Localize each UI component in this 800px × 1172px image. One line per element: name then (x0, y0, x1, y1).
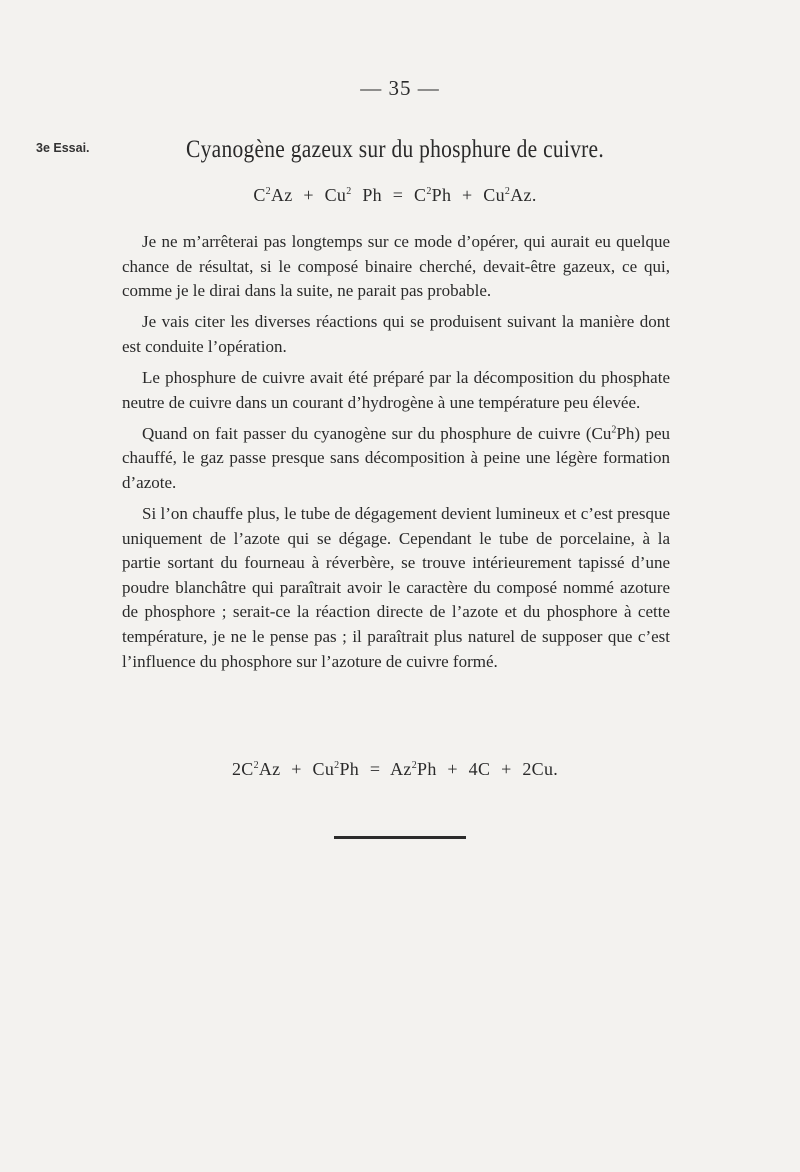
paragraph-3: Le phosphure de cuivre avait été préparé par la décomposition du phosphate neutre de cuivre dans un courant d’hydrogène à une température peu élevée. (122, 367, 670, 412)
page-number: — 35 — (360, 76, 440, 100)
superscript: 2 (426, 186, 432, 197)
superscript: 2 (504, 186, 511, 197)
equation-2: $2C^2Az + Cu^2Ph = Az^2Ph + 4C + 2Cu$. (231, 759, 559, 779)
paragraph-2: Je vais citer les diverses réactions qui se produisent suivant la manière dont est conduite l’opération. (122, 312, 670, 356)
body-text (122, 230, 670, 681)
superscript: 2 (411, 760, 418, 771)
margin-note: 3e Essai. (36, 141, 90, 155)
equation-1: $C^2Az + Cu^2$ $Ph = C^2Ph + Cu^2Az$. (253, 185, 537, 205)
superscript: 2 (334, 760, 340, 771)
paragraph-1: Je ne m’arrêterai pas longtemps sur ce mode d’opérer, qui aurait eu quelque chance de résultat, si le composé binaire cherché, devait-être gazeux, ce qui, comme je le dirai dans la suite, ne parait pas probable. (122, 232, 670, 301)
paragraph-4: Quand on fait passer du cyanogène sur du phosphure de cuivre (Cu$^2$Ph) peu chauffé, le gaz passe presque sans décomposition à peine une légère formation d’azote. (122, 423, 670, 492)
superscript: 2 (265, 186, 271, 197)
superscript: 2 (346, 186, 352, 197)
section-title: Cyanogène gazeux sur du phosphure de cuivre. (186, 136, 604, 163)
horizontal-rule (334, 836, 466, 839)
superscript: 2 (253, 760, 259, 771)
paragraph-5: Si l’on chauffe plus, le tube de dégagement devient lumineux et c’est presque uniquement de l’azote qui se dégage. Cependant le tube de porcelaine, à la partie sortant du fourneau à réverbère, se trouve intérieurement tapissé d’une poudre blanchâtre qui paraîtrait avoir le caractère du composé nommé azoture de phosphore ; serait-ce la réaction directe de l’azote et du phosphore à cette température, je ne le pense pas ; il paraîtrait plus naturel de supposer que c’est l’influence du phosphore sur l’azoture de cuivre formé. (122, 503, 670, 671)
superscript: 2 (611, 424, 617, 435)
